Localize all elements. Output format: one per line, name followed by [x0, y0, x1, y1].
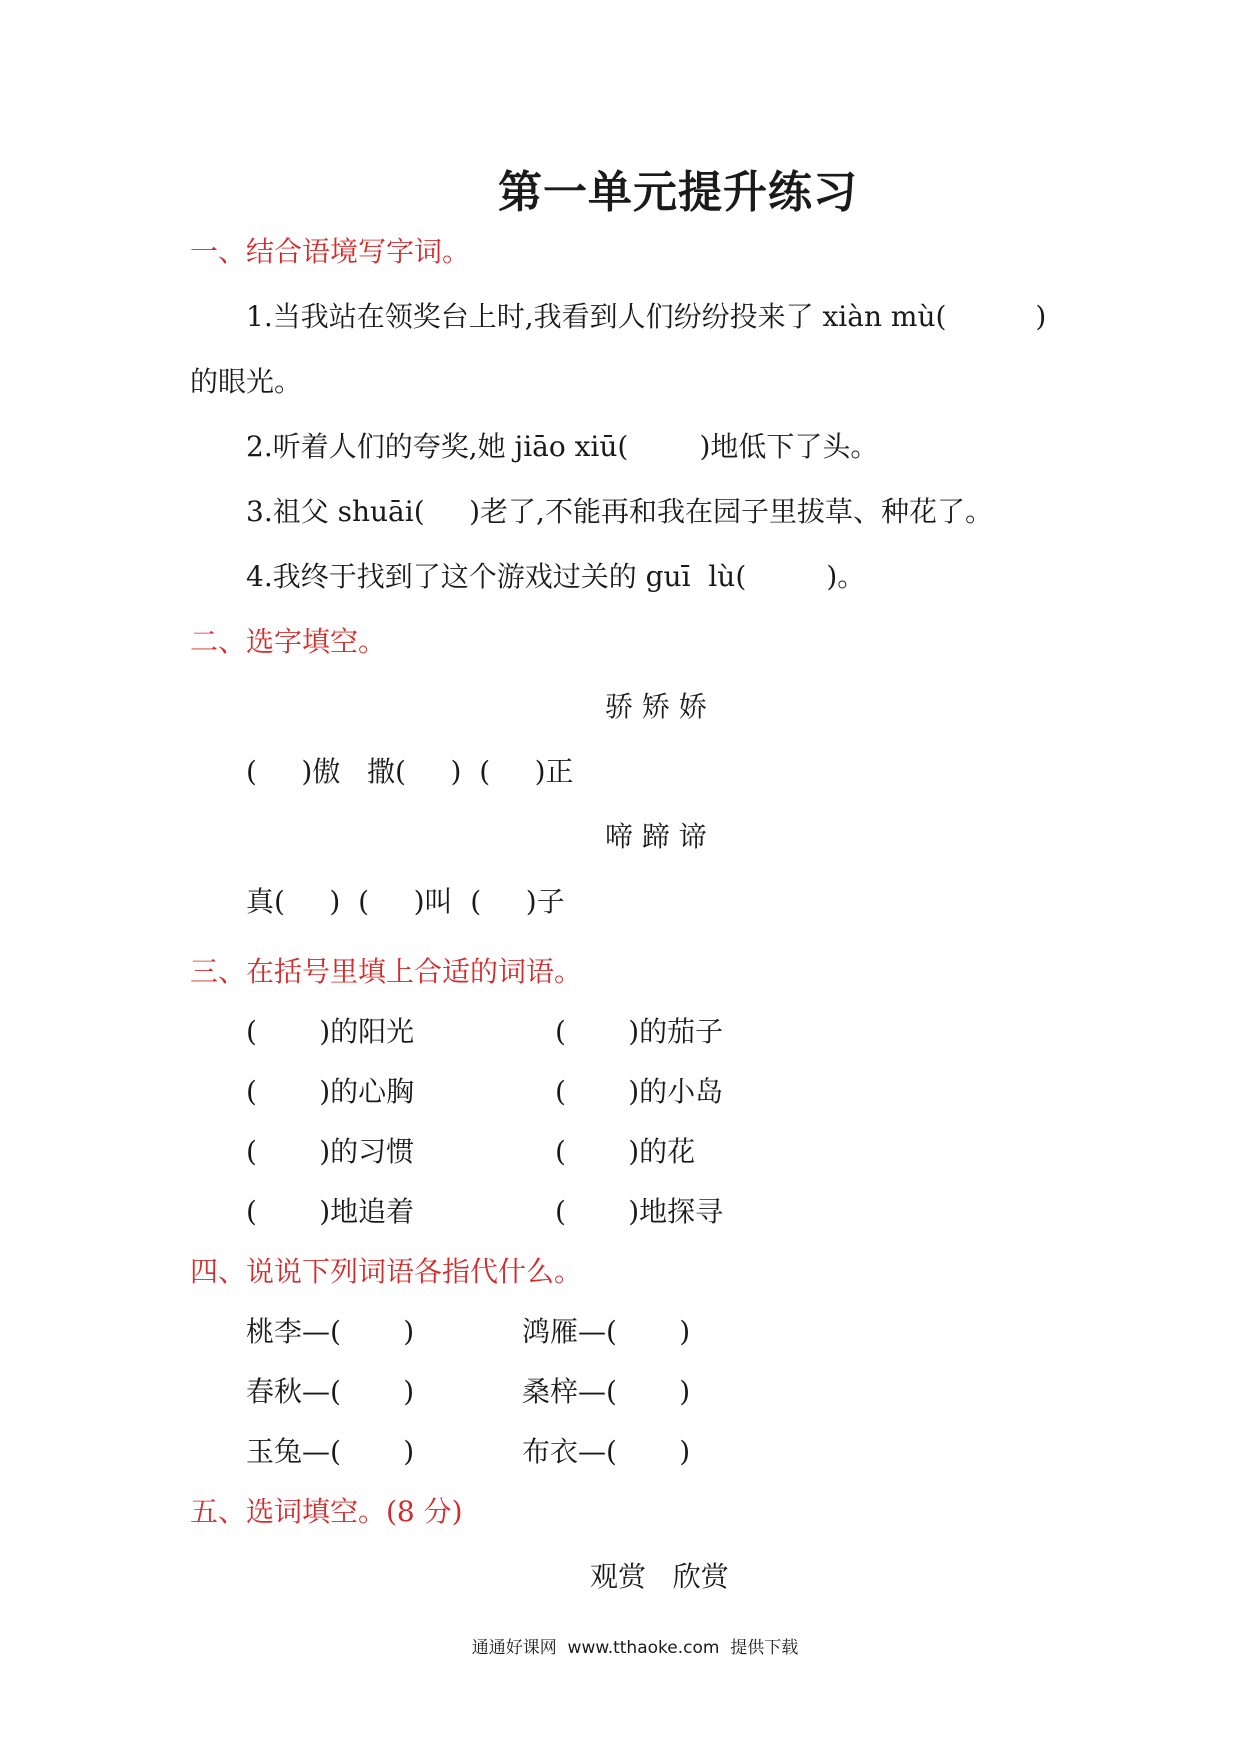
section-4-heading: 四、说说下列词语各指代什么。 — [190, 1255, 583, 1288]
page-title: 第一单元提升练习 — [498, 167, 858, 218]
allusion-right-3: 布衣—( ) — [522, 1435, 691, 1468]
allusion-left-2: 春秋—( ) — [246, 1375, 415, 1408]
question-4: 4.我终于找到了这个游戏过关的 guī lù( )。 — [246, 560, 866, 593]
question-1-line-1: 1.当我站在领奖台上时,我看到人们纷纷投来了 xiàn mù( ) — [246, 300, 1047, 333]
char-choices-1: 骄 矫 娇 — [605, 690, 707, 723]
footer-credit: 通通好课网 www.tthaoke.com 提供下载 — [471, 1638, 799, 1658]
section-2-heading: 二、选字填空。 — [190, 625, 387, 658]
phrase-right-3: ( )的花 — [555, 1135, 696, 1168]
phrase-right-2: ( )的小岛 — [555, 1075, 724, 1108]
question-3: 3.祖父 shuāi( )老了,不能再和我在园子里拔草、种花了。 — [246, 495, 993, 528]
allusion-right-1: 鸿雁—( ) — [522, 1315, 691, 1348]
word-choices: 观赏 欣赏 — [590, 1560, 729, 1593]
allusion-left-1: 桃李—( ) — [246, 1315, 415, 1348]
phrase-left-3: ( )的习惯 — [246, 1135, 415, 1168]
allusion-left-3: 玉兔—( ) — [246, 1435, 415, 1468]
fill-row-2: 真( ) ( )叫 ( )子 — [246, 885, 565, 918]
section-5-heading: 五、选词填空。(8 分) — [190, 1495, 463, 1528]
question-2: 2.听着人们的夸奖,她 jiāo xiū( )地低下了头。 — [246, 430, 879, 463]
question-1-line-2: 的眼光。 — [190, 365, 303, 398]
phrase-right-1: ( )的茄子 — [555, 1015, 724, 1048]
phrase-left-1: ( )的阳光 — [246, 1015, 415, 1048]
char-choices-2: 啼 蹄 谛 — [605, 820, 707, 853]
phrase-left-2: ( )的心胸 — [246, 1075, 415, 1108]
phrase-right-4: ( )地探寻 — [555, 1195, 724, 1228]
section-1-heading: 一、结合语境写字词。 — [190, 235, 471, 268]
allusion-right-2: 桑梓—( ) — [522, 1375, 691, 1408]
section-3-heading: 三、在括号里填上合适的词语。 — [190, 955, 583, 988]
fill-row-1: ( )傲 撒( ) ( )正 — [246, 755, 574, 788]
phrase-left-4: ( )地追着 — [246, 1195, 415, 1228]
